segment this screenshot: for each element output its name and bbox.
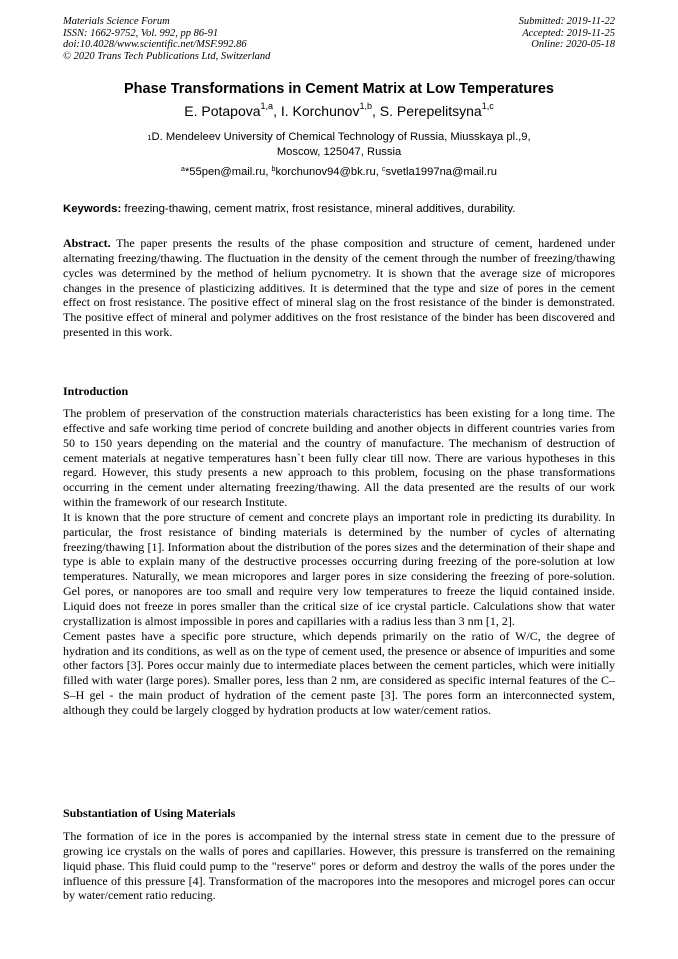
- accepted-date: Accepted: 2019-11-25: [522, 27, 615, 39]
- email-address[interactable]: korchunov94@bk.ru,: [275, 166, 382, 178]
- section-heading-introduction: Introduction: [63, 384, 129, 398]
- substantiation-section: [63, 829, 615, 903]
- author-name: E. Potapova: [184, 103, 261, 119]
- introduction-section: [63, 406, 615, 718]
- email-mark: c: [381, 166, 386, 173]
- author-affiliation-mark: 1,b: [359, 101, 372, 111]
- paragraph: It is known that the pore structure of cement and concrete plays an important role in predicting its durability. In particular, the frost resistance of binding materials is determined by the number of cycles of alternating freezing/thawing [1]. Information about the distribution of the pores sizes and the determination of their shape and type is able to explain many of the destructive processes occurring during freezing of the pore-solution at low temperatures. Naturally, we mean micropores and larger pores in size considering the freezing of pore-solution. Gel pores, or nanopores are too small and require very low temperatures to freeze the liquid contained inside. Liquid does not freeze in pores smaller than the critical size of ice crystal particle. Calculations show that water crystallization is almost impossible in pores and capillaries with a radius less than 3 nm [1, 2].: [63, 509, 615, 628]
- keywords-label: Keywords:: [63, 203, 122, 215]
- paper-title: Phase Transformations in Cement Matrix at Low Temperatures: [123, 81, 554, 97]
- abstract: [63, 236, 615, 340]
- paragraph: The problem of preservation of the construction materials characteristics has been existing for a long time. The effective and safe working time period of concrete building and another objects in different countries varies from 50 to 150 years depending on the material and the country of manufacture. The mechanism of destruction of cement materials at negative temperatures hasn`t been fully clear till now. There are various hypotheses in this regard. However, this study presents a new approach to this problem, focusing on the phase transformations occurring in the cement under alternating freezing/thawing. All the data presented are the results of our work within the framework of our research Institute.: [63, 406, 615, 510]
- author-separator: ,: [273, 103, 281, 119]
- affiliation-mark: 1: [147, 133, 152, 142]
- affiliation-line: Moscow, 125047, Russia: [276, 146, 402, 158]
- issn: ISSN: 1662-9752, Vol. 992, pp 86-91: [63, 27, 219, 39]
- abstract-label: Abstract.: [63, 236, 111, 250]
- keywords: [63, 203, 615, 215]
- author-name: S. Perepelitsyna: [379, 103, 482, 119]
- section-heading-substantiation: Substantiation of Using Materials: [63, 806, 236, 820]
- submission-dates: [519, 16, 615, 51]
- email-list: [40, 166, 638, 178]
- email-mark: a: [181, 166, 185, 173]
- submitted-date: Submitted: 2019-11-22: [518, 16, 615, 27]
- paragraph: The formation of ice in the pores is accompanied by the internal stress state in cement due to the pressure of growing ice crystals on the walls of pores and capillaries. However, this pressure is transferred on the remaining liquid phase. This fluid could pump to the "reserve" pores or deform and destroy the walls of the pores under the influence of this pressure [4]. Transformation of the macropores into the mesopores and microgel pores can occur by water/cement ratio reducing.: [63, 829, 615, 903]
- affiliation-line: D. Mendeleev University of Chemical Technology of Russia, Miusskaya pl.,9,: [151, 131, 531, 143]
- abstract-text: The paper presents the results of the phase composition and structure of cement, hardened under alternating freezing/thawing. The fluctuation in the density of the cement through the number of freezing/thawing cycles was determined by the method of helium pycnometry. It is shown that the average size of micropores changes in the presence of plasticizing additives. It is determined that the type and size of pores in the cement effect on frost resistance. The positive effect of mineral slag on the frost resistance of the binder is demonstrated. The positive effect of mineral and polymer additives on the frost resistance of the binder has been discovered and presented in this work.: [63, 236, 615, 340]
- author-separator: ,: [371, 103, 380, 119]
- paragraph: Cement pastes have a specific pore structure, which depends primarily on the ratio of W/C, the degree of hydration and its conditions, as well as on the type of cement used, the presence or absence of impurities and some other factors [3]. Pores occur mainly due to intermediate places between the cement particles, which were initially filled with water (large pores). Smaller pores, less than 2 nm, are considered as specific internal features of the C–S–H gel - the main product of hydration of the cement paste [3]. The pores form an interconnected system, although they could be largely clogged by hydration products at low water/cement ratios.: [63, 628, 615, 717]
- author-affiliation-mark: 1,c: [481, 101, 494, 111]
- journal-info: [63, 16, 270, 62]
- email-mark: b: [271, 166, 276, 173]
- copyright: © 2020 Trans Tech Publications Ltd, Switzerland: [63, 50, 271, 62]
- keywords-text: freezing-thawing, cement matrix, frost resistance, mineral additives, durability.: [124, 203, 516, 215]
- online-date: Online: 2020-05-18: [531, 39, 615, 51]
- doi: doi:10.4028/www.scientific.net/MSF.992.86: [63, 39, 247, 51]
- author-list: [40, 103, 638, 119]
- author-name: I. Korchunov: [280, 103, 360, 119]
- email-address[interactable]: svetla1997na@mail.ru: [385, 166, 497, 178]
- journal-name: Materials Science Forum: [63, 16, 170, 27]
- email-address[interactable]: *55pen@mail.ru,: [184, 166, 272, 178]
- affiliation: [80, 130, 598, 160]
- author-affiliation-mark: 1,a: [260, 101, 274, 111]
